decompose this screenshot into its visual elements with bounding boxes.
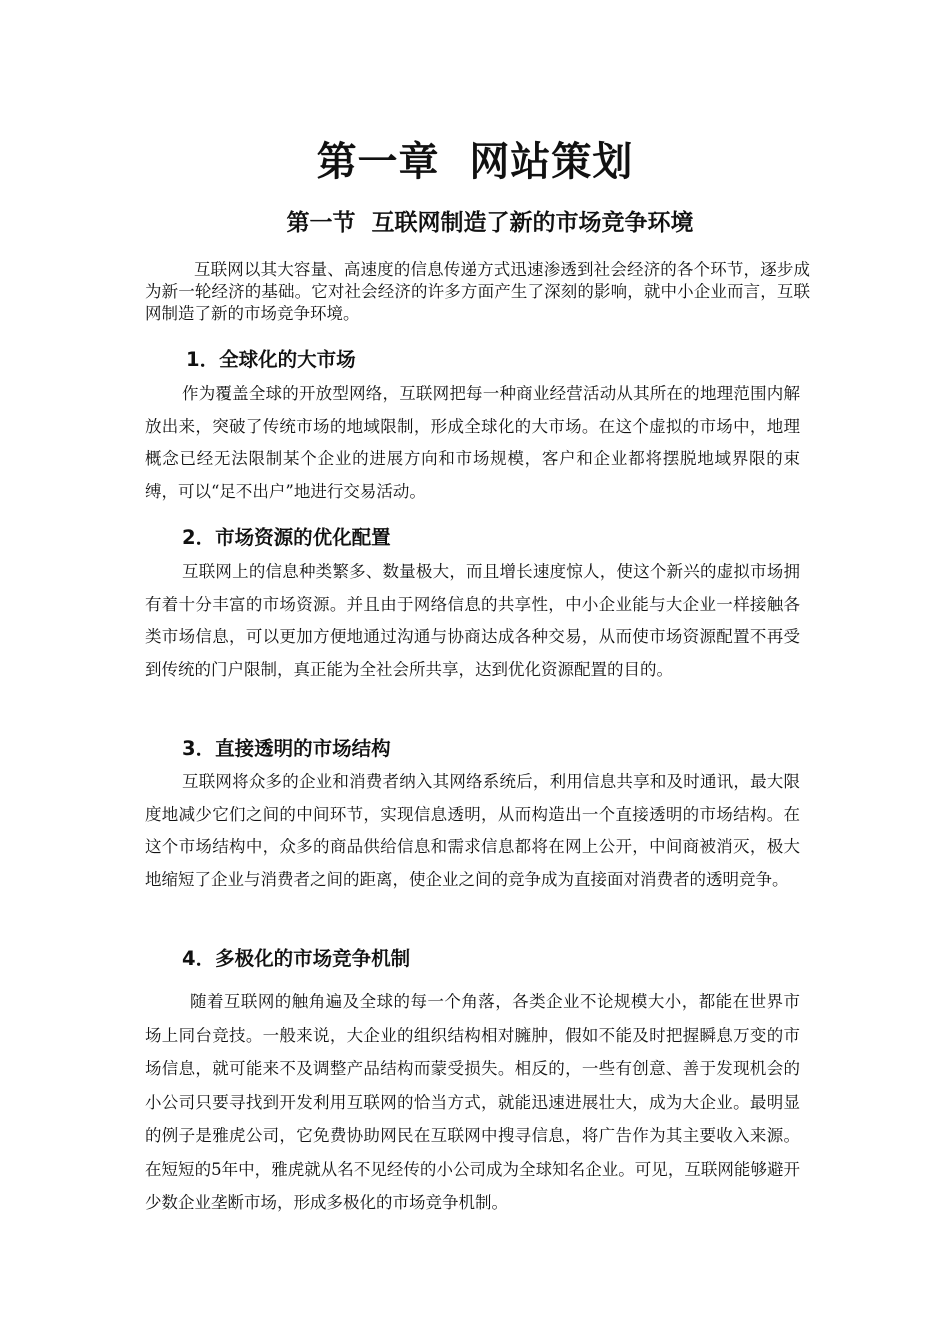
intro-paragraph: 互联网以其大容量、高速度的信息传递方式迅速渗透到社会经济的各个环节，逐步成为新一轮经济的基础。它对社会经济的许多方面产生了深刻的影响，就中小企业而言，互联网制造了新的市场竞争环境。 xyxy=(145,260,810,323)
subsection-body-3: 互联网将众多的企业和消费者纳入其网络系统后，利用信息共享和及时通讯，最大限度地减少它们之间的中间环节，实现信息透明，从而构造出一个直接透明的市场结构。在这个市场结构中，众多的商品供给信息和需求信息都将在网上公开，中间商被消灭，极大地缩短了企业与消费者之间的距离，使企业之间的竞争成为直接面对消费者的透明竞争。 xyxy=(145,772,800,889)
subsection-heading-2: 2．市场资源的优化配置 xyxy=(182,526,391,549)
subsection-heading-1: 1．全球化的大市场 xyxy=(186,348,356,371)
subsection-heading-3: 3．直接透明的市场结构 xyxy=(182,737,391,760)
subsection-body-1: 作为覆盖全球的开放型网络，互联网把每一种商业经营活动从其所在的地理范围内解放出来，突破了传统市场的地域限制，形成全球化的大市场。在这个虚拟的市场中，地理概念已经无法限制某个企业的进展方向和市场规模，客户和企业都将摆脱地域界限的束缚，可以“足不出户”地进行交易活动。 xyxy=(145,384,800,501)
subsection-heading-4: 4．多极化的市场竞争机制 xyxy=(182,947,411,970)
section-title: 第一节 互联网制造了新的市场竞争环境 xyxy=(286,210,694,236)
subsection-body-4: 随着互联网的触角遍及全球的每一个角落，各类企业不论规模大小，都能在世界市场上同台竞技。一般来说，大企业的组织结构相对臃肿，假如不能及时把握瞬息万变的市场信息，就可能来不及调整产品结构而蒙受损失。相反的，一些有创意、善于发现机会的小公司只要寻找到开发利用互联网的恰当方式，就能迅速进展壮大，成为大企业。最明显的例子是雅虎公司，它免费协助网民在互联网中搜寻信息，将广告作为其主要收入来源。在短短的5年中，雅虎就从名不见经传的小公司成为全球知名企业。可见，互联网能够避开少数企业垄断市场，形成多极化的市场竞争机制。 xyxy=(145,992,800,1212)
chapter-title: 第一章 网站策划 xyxy=(316,139,634,185)
subsection-body-2: 互联网上的信息种类繁多、数量极大，而且增长速度惊人，使这个新兴的虚拟市场拥有着十分丰富的市场资源。并且由于网络信息的共享性，中小企业能与大企业一样接触各类市场信息，可以更加方便地通过沟通与协商达成各种交易，从而使市场资源配置不再受到传统的门户限制，真正能为全社会所共享，达到优化资源配置的目的。 xyxy=(145,562,800,679)
